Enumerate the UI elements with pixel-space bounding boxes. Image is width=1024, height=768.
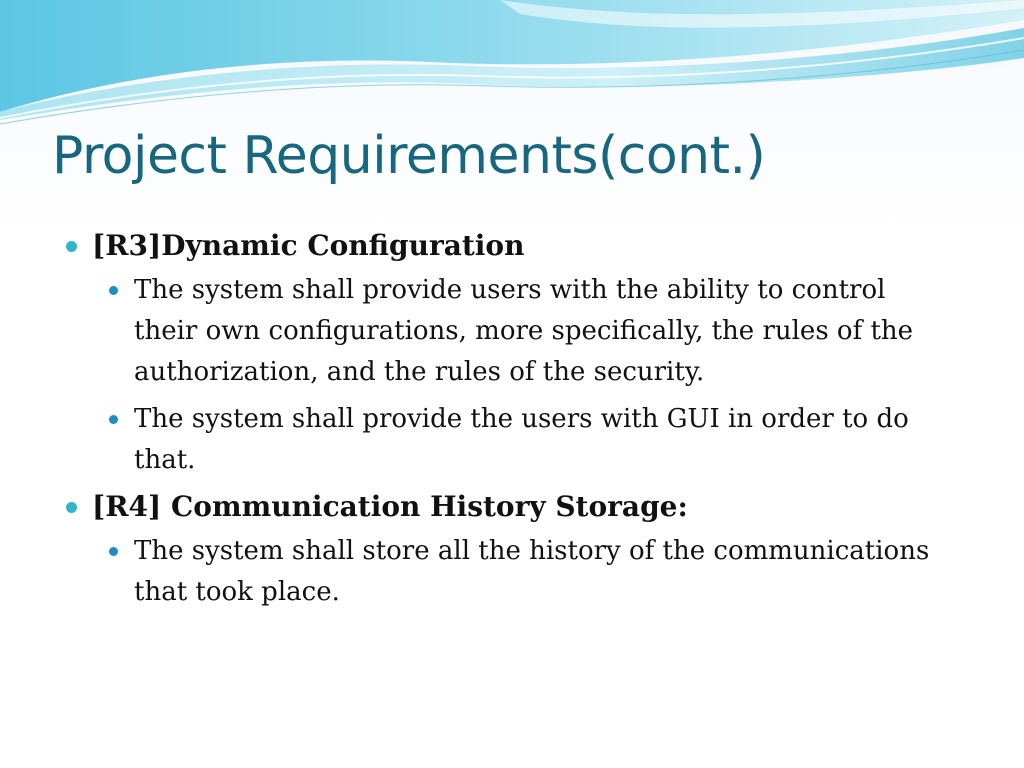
requirement-heading-r4: [62, 487, 982, 527]
bullet-dot-icon: [109, 547, 118, 556]
slide-content: [62, 222, 982, 619]
bullet-dot-icon: [66, 502, 77, 513]
requirement-points-r3: [62, 270, 982, 481]
bullet-dot-icon: [109, 286, 118, 295]
requirement-point-text: The system shall provide users with the ability to control their own configurations, more specifically, the rules of the authorization, and the rules of the security.: [134, 275, 914, 387]
requirement-point: [62, 531, 954, 613]
decorative-wave-header: [0, 0, 1024, 130]
requirement-point: [62, 399, 954, 481]
slide-title: Project Requirements(cont.): [52, 126, 766, 186]
requirement-point-text: The system shall provide the users with GUI in order to do that.: [134, 404, 909, 475]
requirement-points-r4: [62, 531, 982, 613]
requirement-heading-text: [R4] Communication History Storage:: [92, 490, 688, 523]
bullet-dot-icon: [66, 241, 77, 252]
requirement-heading-text: [R3]Dynamic Configuration: [92, 229, 525, 262]
requirement-point: [62, 270, 954, 393]
requirement-heading-r3: [62, 226, 982, 266]
bullet-dot-icon: [109, 415, 118, 424]
requirement-point-text: The system shall store all the history of the communications that took place.: [134, 536, 930, 607]
